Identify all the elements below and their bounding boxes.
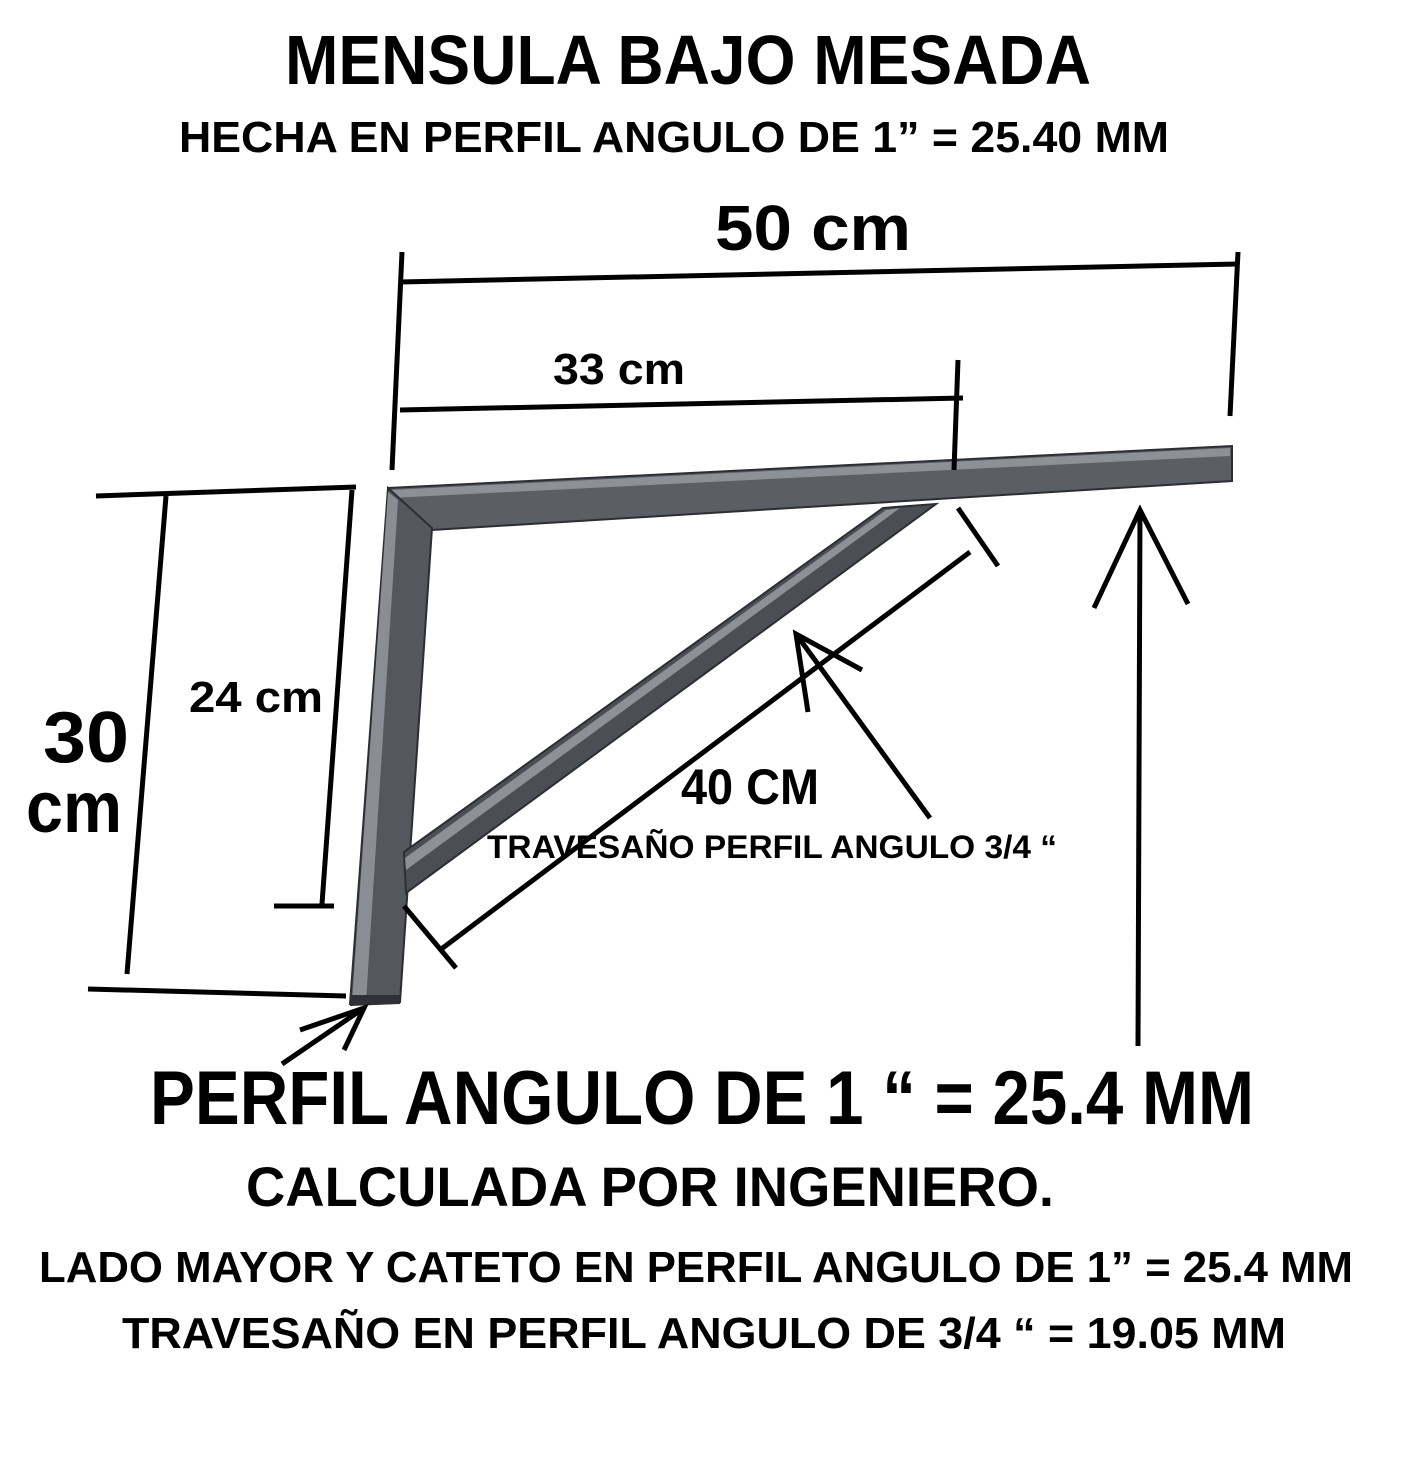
bracket-photo (350, 446, 1232, 1006)
dim-50-line (400, 264, 1238, 282)
dim-33-line (400, 398, 963, 410)
dim-40-label: 40 CM (681, 759, 819, 815)
page-title: MENSULA BAJO MESADA (285, 21, 1091, 99)
dim-50-label: 50 cm (715, 192, 911, 264)
dim-24-vertical (322, 490, 352, 904)
dim-30-number: 30 (43, 698, 129, 778)
dim-30-bottom (88, 989, 346, 996)
diagonal-brace-edge (405, 508, 900, 870)
brace-profile-label: TRAVESAÑO PERFIL ANGULO 3/4 “ (487, 829, 1057, 865)
dim-50-tick-right (1230, 252, 1238, 416)
dim-40-line (440, 552, 970, 950)
main-profile-note: PERFIL ANGULO DE 1 “ = 25.4 MM (150, 1056, 1254, 1141)
dim-30-unit: cm (26, 768, 122, 848)
dim-50-tick-left (392, 252, 402, 470)
dim-30-top (96, 487, 356, 496)
arrow-top-bar-shaft (1138, 510, 1140, 1046)
page-subtitle: HECHA EN PERFIL ANGULO DE 1” = 25.40 MM (179, 113, 1169, 162)
dim-30-vertical (127, 496, 166, 974)
dim-33-label: 33 cm (553, 345, 685, 394)
dim-24-label: 24 cm (189, 673, 323, 722)
engineer-note: CALCULADA POR INGENIERO. (246, 1155, 1054, 1218)
brace-note: TRAVESAÑO EN PERFIL ANGULO DE 3/4 “ = 19.05 MM (122, 1309, 1265, 1358)
sides-note: LADO MAYOR Y CATETO EN PERFIL ANGULO DE 1” = 25.4 MM (39, 1243, 1353, 1292)
dim-33-tick-right (954, 360, 958, 470)
dim-40-tick-low (404, 906, 456, 968)
leg-foot (350, 995, 400, 1006)
texts (26, 21, 1353, 1358)
